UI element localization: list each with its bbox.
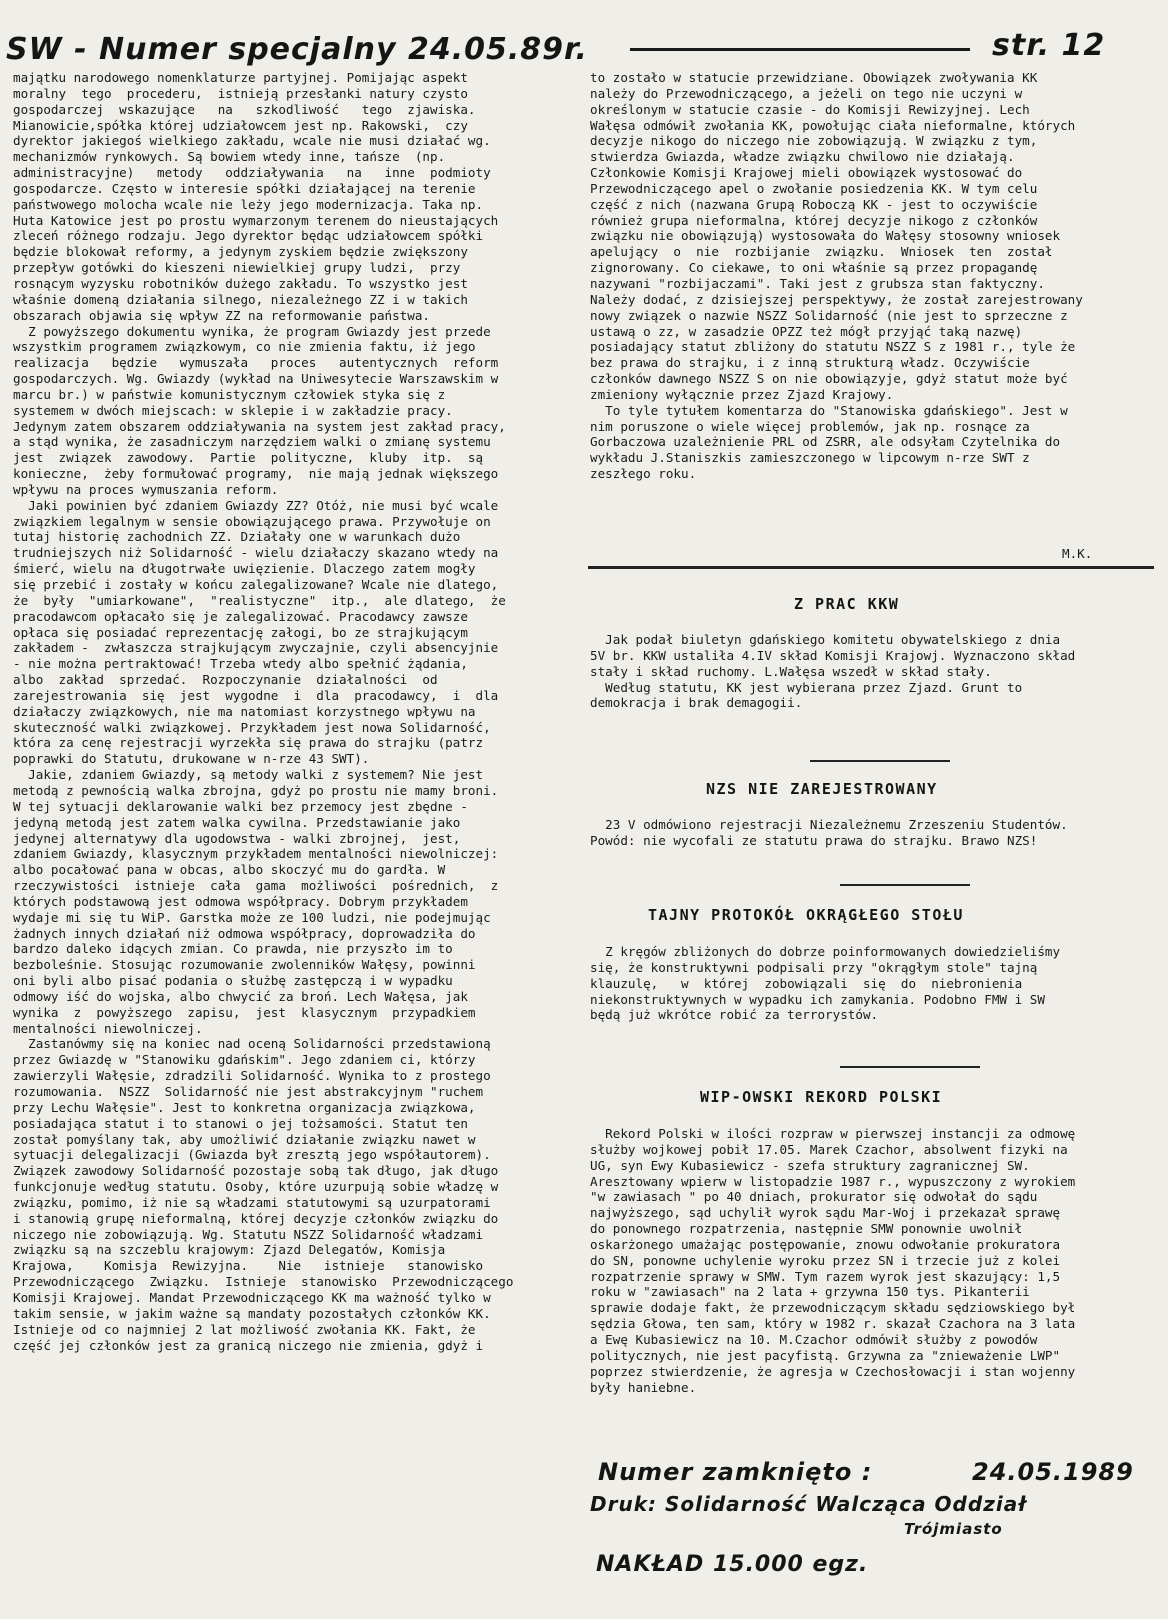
text-line: Z kręgów zbliżonych do dobrze poinformowanych dowiedzieliśmy xyxy=(590,944,1061,959)
text-line: że były "umiarkowane", "realistyczne" itp., ale dlatego, że xyxy=(13,592,506,608)
text-line: moralny tego procederu, istnieją przesłanki natury czysto xyxy=(13,85,468,101)
text-line: Istnieje od co najmniej 2 lat możliwość zwołania KK. Fakt, że xyxy=(13,1321,476,1337)
text-line: nowy związek o nazwie NSZZ Solidarność (nie jest to sprzeczne z xyxy=(590,307,1068,323)
text-line: rozumowania. NSZZ Solidarność nie jest abstrakcyjnym "ruchem xyxy=(13,1084,484,1099)
closed-date: 24.05.1989 xyxy=(972,1458,1134,1486)
text-line: 23 V odmówiono rejestracji Niezależnemu Zrzeszeniu Studentów. xyxy=(590,817,1068,832)
text-line: sytuacji delegalizacji (Gwiazda był zresztą jego współautorem). xyxy=(13,1147,491,1163)
text-line: "w zawiasach " po 40 dniach, prokurator się odwołał do sądu xyxy=(590,1189,1038,1205)
text-line: Mianowicie,spółka której udziałowcem jest np. Rakowski, czy xyxy=(13,117,468,133)
circulation: NAKŁAD 15.000 egz. xyxy=(596,1552,869,1577)
text-line: Rekord Polski w ilości rozpraw w pierwszej instancji za odmowę xyxy=(590,1126,1076,1141)
text-line: realizacja będzie wymuszała proces autentycznych reform xyxy=(13,355,499,371)
text-line: - nie można pertraktować! Trzeba wtedy albo spełnić żądania, xyxy=(13,656,468,672)
text-line: która za cenę rejestracji wyrzekła się prawa do strajku (patrz xyxy=(13,735,484,751)
text-line: określonym w statucie czasie - do Komisji Rewizyjnej. Lech xyxy=(590,101,1030,117)
text-line: się, że konstruktywni podpisali przy "okrągłym stole" tajną xyxy=(590,959,1038,975)
text-line: Według statutu, KK jest wybierana przez Zjazd. Grunt to xyxy=(590,679,1023,695)
text-line: Jedynym zatem obszarem oddziaływania na system jest zakład pracy, xyxy=(13,418,506,434)
text-line: wszystkim programem związkowym, co nie zmienia faktu, iż jego xyxy=(13,339,476,355)
text-line: apelujący o nie rozbijanie związku. Wniosek ten został xyxy=(590,244,1053,260)
text-line: poprzez stwierdzenie, że agresja w Czechosłowacji i stan wojenny xyxy=(590,1363,1076,1379)
section-title-nzs: NZS NIE ZAREJESTROWANY xyxy=(706,780,938,798)
text-line: zleceń różnego rodzaju. Jego dyrektor będąc udziałowcem spółki xyxy=(13,228,484,244)
text-line: poprawki do Statutu, drukowane w n-rze 43 SWT). xyxy=(13,751,370,767)
text-line: związku są na szczeblu krajowym: Zjazd Delegatów, Komisja xyxy=(13,1242,446,1258)
text-line: administracyjne) metody oddziaływania na inne podmioty xyxy=(13,165,491,181)
text-line: albo zakład sprzedać. Rozpoczynanie działalności od xyxy=(13,672,438,688)
text-line: należy do Przewodniczącego, a jeżeli on tego nie uczyni w xyxy=(590,85,1023,101)
text-line: takim sensie, w jakim ważne są mandaty pozostałych członków KK. xyxy=(13,1305,491,1321)
text-line: został pomyślany tak, aby umożliwić działanie związku nawet w xyxy=(13,1131,476,1147)
text-line: zawierzyli Wałęsie, zdradzili Solidarność. Wynika to z prostego xyxy=(13,1068,491,1084)
page-number: str. 12 xyxy=(992,28,1106,63)
text-line: Aresztowany wpierw w listopadzie 1987 r., wypuszczony z wyrokiem xyxy=(590,1173,1076,1189)
text-line: To tyle tytułem komentarza do "Stanowiska gdańskiego". Jest w xyxy=(590,402,1068,418)
text-line: służby wojkowej pobił 17.05. Marek Czachor, absolwent fizyki na xyxy=(590,1141,1068,1157)
text-line: mechanizmów rynkowych. Są bowiem wtedy inne, tańsze (np. xyxy=(13,149,446,165)
section-text-nzs xyxy=(590,817,1068,849)
text-line: wykładu J.Staniszkis zamieszczonego w lipcowym n-rze SWT z xyxy=(590,450,1030,466)
text-line: funkcjonuje według statutu. Osoby, które uzurpują sobie władzę w xyxy=(13,1179,499,1195)
text-line: demokracja i brak demagogii. xyxy=(590,695,803,711)
text-line: wpływu na proces wymuszania reform. xyxy=(13,481,279,497)
text-line: metodą z pewnością walka zbrojna, gdyż po prostu nie mamy broni. xyxy=(13,782,499,798)
text-line: roku w "zawiasach" na 2 lata + grzywna 150 tys. Pikanterii xyxy=(590,1284,1030,1300)
text-line: jedyną metodą jest zatem walka cywilna. Przedstawianie jako xyxy=(13,814,461,830)
section-text-record xyxy=(590,1126,1075,1395)
text-line: śmierć, wielu na długotrwałe uwięzienie. Dlaczego zatem mogły xyxy=(13,561,476,577)
section-divider-1 xyxy=(810,760,950,762)
text-line: Zastanówmy się na koniec nad oceną Solidarności przedstawioną xyxy=(13,1036,491,1052)
text-line: Wałęsa odmówił zwołania KK, powołując ciała nieformalne, których xyxy=(590,117,1076,133)
text-line: rosnącym wyzysku robotników dużego zakładu. To wszystko jest xyxy=(13,275,468,291)
text-line: oni byli albo pisać podania o służbę zastępczą i w wypadku xyxy=(13,973,453,989)
text-line: zdaniem Gwiazdy, klasycznym przykładem mentalności niewolniczej: xyxy=(13,846,499,862)
text-line: stały i skład ruchomy. L.Wałęsa wszedł w skład stały. xyxy=(590,663,992,679)
text-line: niekonstruktywnych w wypadku ich zamykania. Podobno FMW i SW xyxy=(590,991,1045,1007)
text-line: Członkowie Komisji Krajowej mieli obowiązek wystosować do xyxy=(590,165,1023,181)
text-line: to zostało w statucie przewidziane. Obowiązek zwoływania KK xyxy=(590,70,1038,85)
text-line: i stanowią grupę nieformalną, której decyzje członków związku do xyxy=(13,1210,499,1226)
text-line: będą już wkrótce robić za terrorystów. xyxy=(590,1007,879,1023)
text-line: wydaje mi się tu WiP. Garstka może ze 100 ludzi, nie podejmując xyxy=(13,909,491,925)
text-line: tutaj historię zachodnich ZZ. Działały one w warunkach dużo xyxy=(13,529,461,545)
text-line: opłaca się posiadać reprezentację załogi, bo ze strajkującym xyxy=(13,624,468,640)
text-line: bardzo daleko idących zmian. Co prawda, nie przyszło im to xyxy=(13,941,453,957)
right-column-text xyxy=(590,70,1150,482)
text-line: związku, pomimo, iż nie są władzami statutowymi są uzurpatorami xyxy=(13,1194,491,1210)
text-line: posiadająca statut i to stanowi o jej tożsamości. Statut ten xyxy=(13,1115,468,1131)
text-line: ustawą o zz, w zasadzie OPZZ też mógł przyjąć taką nazwę) xyxy=(590,323,1023,339)
text-line: sędzia Głowa, ten sam, który w 1982 r. skazał Czachora na 3 lata xyxy=(590,1316,1076,1332)
text-line: bez prawa do strajku, i z inną strukturą władz. Oczywiście xyxy=(590,355,1030,371)
text-line: zeszłego roku. xyxy=(590,466,697,482)
text-line: do ponownego rozpatrzenia, następnie SMW ponownie uwolnił xyxy=(590,1221,1023,1237)
text-line: albo pocałować pana w obcas, albo skoczyć mu do gardła. W xyxy=(13,862,446,878)
text-line: państwowego molocha wcale nie leży jego modernizacja. Taka np. xyxy=(13,196,484,212)
column-divider xyxy=(588,566,1154,569)
text-line: zmieniony wyłącznie przez Zjazd Krajowy. xyxy=(590,386,894,402)
text-line: Związek zawodowy Solidarność pozostaje sobą tak długo, jak długo xyxy=(13,1163,499,1179)
text-line: gospodarcze. Często w interesie spółki działającej na terenie xyxy=(13,180,476,196)
text-line: Jak podał biuletyn gdańskiego komitetu obywatelskiego z dnia xyxy=(590,632,1061,647)
section-title-protocol: TAJNY PROTOKÓŁ OKRĄGŁEGO STOŁU xyxy=(648,906,964,924)
left-column-text xyxy=(13,70,585,1353)
print-city: Trójmiasto xyxy=(904,1520,1003,1538)
issue-title: SW - Numer specjalny 24.05.89r. xyxy=(6,32,588,67)
text-line: konieczne, żeby formułować programy, nie mają jednak większego xyxy=(13,466,499,482)
text-line: UG, syn Ewy Kubasiewicz - szefa struktury zagranicznej SW. xyxy=(590,1157,1030,1173)
text-line: bezboleśnie. Stosując rozumowanie zwolenników Wałęsy, powinni xyxy=(13,957,476,973)
text-line: pracodawcom opłacało się je zalegalizować. Pracodawcy zawsze xyxy=(13,608,468,624)
text-line: część jej członków jest za granicą niczego nie zmienia, gdyż i xyxy=(13,1337,484,1353)
text-line: decyzje nikogo do niczego nie zobowiązują. W związku z tym, xyxy=(590,133,1038,149)
text-line: zignorowany. Co ciekawe, to oni właśnie są przez propagandę xyxy=(590,260,1038,276)
text-line: będzie blokował reformy, a jedynym zyskiem będzie zwiększony xyxy=(13,244,468,260)
text-line: dyrektor jakiegoś wielkiego zakładu, wcale nie musi działać wg. xyxy=(13,133,491,149)
text-line: żadnych innych działań niż odmowa współpracy, doprowadziła do xyxy=(13,925,476,941)
text-line: politycznych, nie jest pacyfistą. Grzywna za "znieważenie LWP" xyxy=(590,1347,1061,1363)
section-text-protocol xyxy=(590,944,1060,1023)
text-line: oskarżonego umażając postępowanie, znowu odwołanie prokuratora xyxy=(590,1236,1061,1252)
text-line: jest związek zawodowy. Partie polityczne, kluby itp. są xyxy=(13,450,484,466)
closed-label: Numer zamknięto : xyxy=(598,1458,873,1486)
section-divider-2 xyxy=(840,884,970,886)
header-rule xyxy=(630,48,970,51)
text-line: również grupa nieformalna, której decyzje nikogo z członków xyxy=(590,212,1038,228)
text-line: Komisji Krajowej. Mandat Przewodniczącego KK ma ważność tylko w xyxy=(13,1289,491,1305)
text-line: rozpatrzenie sprawy w SMW. Tym razem wyrok jest skazujący: 1,5 xyxy=(590,1268,1061,1284)
text-line: Przewodniczącego apel o zwołanie posiedzenia KK. W tym celu xyxy=(590,180,1038,196)
text-line: najwyższego, sąd uchylił wyrok sądu Mar-Woj i przekazał sprawę xyxy=(590,1205,1061,1221)
text-line: zarejestrowania się jest wygodne i dla pracodawcy, i dla xyxy=(13,687,499,703)
text-line: nazywani "rozbijaczami". Taki jest z grubsza stan faktyczny. xyxy=(590,275,1045,291)
section-title-kkw: Z PRAC KKW xyxy=(794,595,900,613)
text-line: przepływ gotówki do kieszeni niewielkiej grupy ludzi, przy xyxy=(13,260,461,276)
text-line: marcu br.) w państwie komunistycznym człowiek styka się z xyxy=(13,386,446,402)
text-line: się przebić i zostały w końcu zalegalizowane? Wcale nie dlatego, xyxy=(13,577,499,592)
text-line: Z powyższego dokumentu wynika, że program Gwiazdy jest przede xyxy=(13,323,491,339)
text-line: Jakie, zdaniem Gwiazdy, są metody walki z systemem? Nie jest xyxy=(13,767,484,783)
text-line: stwierdza Gwiazda, władze związku chwilowo nie działają. xyxy=(590,149,1015,165)
text-line: sprawie dodaje fakt, że przewodniczącym składu sędziowskiego był xyxy=(590,1300,1076,1316)
section-title-record: WIP-OWSKI REKORD POLSKI xyxy=(700,1088,943,1106)
text-line: przy Lechu Wałęsie". Jest to konkretna organizacja związkowa, xyxy=(13,1099,476,1115)
text-line: przez Gwiazdę w "Stanowiku gdańskim". Jego zdaniem ci, którzy xyxy=(13,1052,476,1068)
text-line: gospodarczej wskazujące na szkodliwość tego zjawiska. xyxy=(13,101,476,117)
text-line: były haniebne. xyxy=(590,1379,697,1395)
text-line: a stąd wynika, że zasadniczym narzędziem walki o zmianę systemu xyxy=(13,434,491,450)
text-line: a Ewę Kubasiewicz na 10. M.Czachor odmówił służby z powodów xyxy=(590,1331,1038,1347)
text-line: niczego nie zobowiązują. Wg. Statutu NSZZ Solidarność władzami xyxy=(13,1226,484,1242)
text-line: W tej sytuacji deklarowanie walki bez przemocy jest zbędne - xyxy=(13,798,468,814)
text-line: Powód: nie wycofali ze statutu prawa do strajku. Brawo NZS! xyxy=(590,832,1038,848)
text-line: wynika z powyższego zapisu, jest klasycznym przypadkiem xyxy=(13,1004,476,1020)
text-line: majątku narodowego nomenklaturze partyjnej. Pomijając aspekt xyxy=(13,70,468,85)
text-line: klauzulę, w której zobowiązali się do niebronienia xyxy=(590,975,1023,991)
text-line: członków dawnego NSZZ S on nie obowiązyje, gdyż statut może być xyxy=(590,371,1068,387)
text-line: gospodarczych. Wg. Gwiazdy (wykład na Uniwesytecie Warszawskim w xyxy=(13,371,499,387)
text-line: nim poruszone o wiele więcej problemów, jak np. rosnące za xyxy=(590,418,1030,434)
text-line: skuteczność walki związkowej. Przykładem jest nowa Solidarność, xyxy=(13,719,491,735)
text-line: Przewodniczącego Związku. Istnieje stanowisko Przewodniczącego xyxy=(13,1274,514,1290)
text-line: Krajowa, Komisja Rewizyjna. Nie istnieje stanowisko xyxy=(13,1258,484,1274)
text-line: mentalności niewolniczej. xyxy=(13,1020,203,1036)
text-line: obszarach objawia się wpływ ZZ na reformowanie państwa. xyxy=(13,307,431,323)
text-line: Gorbaczowa uzależnienie PRL od ZSRR, ale odsyłam Czytelnika do xyxy=(590,434,1061,450)
text-line: do SN, ponowne uchylenie wyroku przez SN i trzecie już z kolei xyxy=(590,1252,1061,1268)
text-line: Należy dodać, z dzisiejszej perspektywy, że został zarejestrowany xyxy=(590,291,1083,307)
text-line: trudniejszych niż Solidarność - wielu działaczy skazano wtedy na xyxy=(13,545,499,561)
text-line: właśnie domeną działania silnego, niezależnego ZZ i w takich xyxy=(13,291,468,307)
text-line: posiadający statut zbliżony do statutu NSZZ S z 1981 r., tyle że xyxy=(590,339,1076,355)
text-line: odmowy iść do wojska, albo chwycić za broń. Lech Wałęsa, jak xyxy=(13,988,468,1004)
text-line: zakładem - zwłaszcza strajkującym zwyczajnie, czyli absencyjnie xyxy=(13,640,499,656)
text-line: jedynej alternatywy dla ugodowstwa - walki zbrojnej, jest, xyxy=(13,830,461,846)
text-line: działaczy związkowych, nie ma natomiast korzystnego wpływu na xyxy=(13,703,476,719)
text-line: Jaki powinien być zdaniem Gwiazdy ZZ? Otóż, nie musi być wcale xyxy=(13,497,499,513)
author-signature: M.K. xyxy=(1062,546,1093,561)
text-line: część z nich (nazwana Grupą Roboczą KK - jest to oczywiście xyxy=(590,196,1038,212)
text-line: 5V br. KKW ustaliła 4.IV skład Komisji Krajowj. Wyznaczono skład xyxy=(590,647,1076,663)
section-text-kkw xyxy=(590,632,1075,711)
text-line: systemem w dwóch miejscach: w sklepie i w zakładzie pracy. xyxy=(13,402,453,418)
text-line: Huta Katowice jest po prostu wymarzonym terenem do nieustających xyxy=(13,212,499,228)
section-divider-3 xyxy=(840,1066,980,1068)
text-line: związku nie obowiązują) wystosowała do Wałęsy stosowny wniosek xyxy=(590,228,1061,244)
print-label: Druk: Solidarność Walcząca Oddział xyxy=(590,1492,1027,1516)
text-line: rzeczywistości istnieje cała gama możliwości pośrednich, z xyxy=(13,878,499,894)
text-line: związkiem legalnym w sensie obowiązującego prawa. Przywołuje on xyxy=(13,513,491,529)
text-line: których podstawową jest odmowa współpracy. Dobrym przykładem xyxy=(13,893,468,909)
